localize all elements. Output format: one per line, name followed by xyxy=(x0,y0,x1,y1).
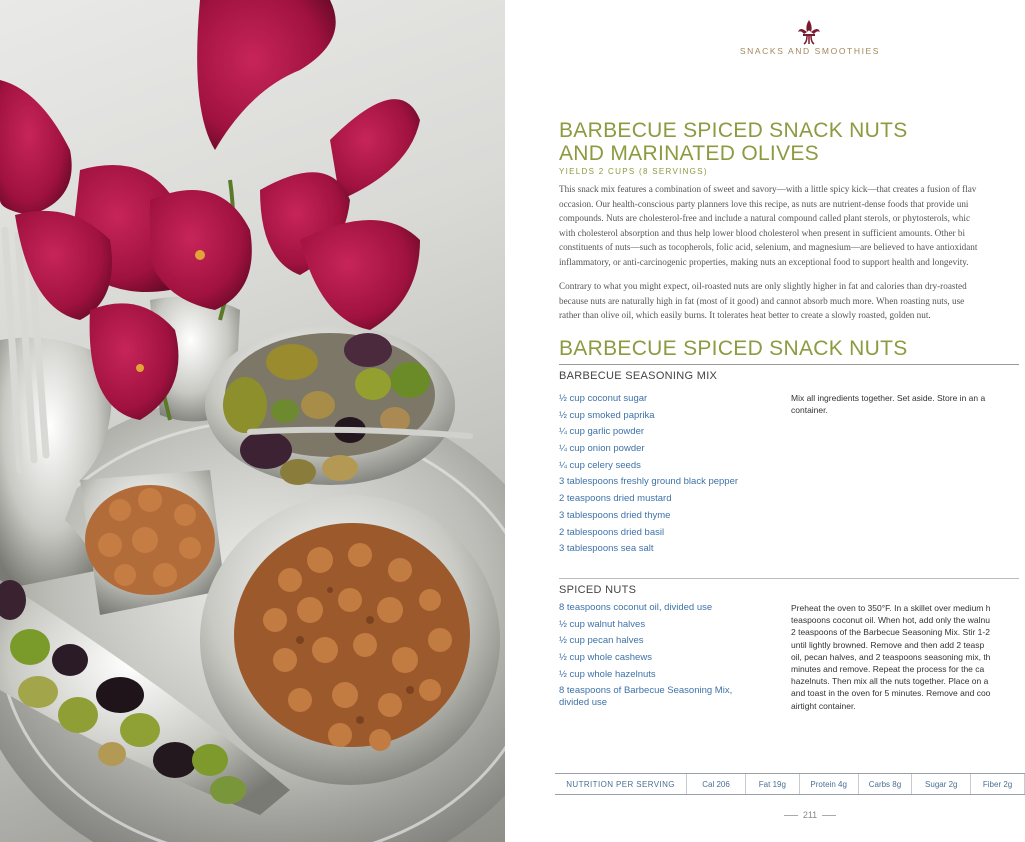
ingredient-item: 3 tablespoons sea salt xyxy=(559,543,654,555)
nutrition-label: NUTRITION PER SERVING xyxy=(555,774,687,794)
seasoning-method xyxy=(791,392,1021,416)
nutrition-sugar: Sugar 2g xyxy=(912,774,971,794)
intro-paragraph-2 xyxy=(559,279,1019,323)
nutrition-fat: Fat 19g xyxy=(746,774,800,794)
ingredient-item: ¼ cup garlic powder xyxy=(559,426,645,438)
page-number: 211 xyxy=(775,810,845,820)
ingredient-item: ½ cup coconut sugar xyxy=(559,393,648,404)
divider xyxy=(559,364,1019,365)
intro-line: This snack mix features a combination of sweet and savory—with a little spicy kick—that creates a fusion of flav xyxy=(559,184,977,194)
ingredient-item: 3 tablespoons freshly ground black pepper xyxy=(559,476,739,488)
nutrition-bar xyxy=(555,773,1025,795)
intro-line: inflammatory, or anti-carcinogenic properties, making nuts an exceptional food to support health and longevity. xyxy=(559,256,969,267)
intro-line: rather than olive oil, which easily burns. It tolerates heat better to create a slowly roasted, golden nut. xyxy=(559,310,931,320)
ingredient-item: 8 teaspoons coconut oil, divided use xyxy=(559,602,713,613)
nutrition-fiber: Fiber 2g xyxy=(971,774,1025,794)
intro-line: compounds. Nuts are cholesterol-free and include a natural compound called plant sterols, or phytosterols, whic xyxy=(559,213,971,223)
ingredient-item: 3 tablespoons dried thyme xyxy=(559,509,671,521)
ingredient-item: ½ cup whole cashews xyxy=(559,652,652,664)
method-line: minutes and remove. Repeat the process for the ca xyxy=(791,664,985,675)
recipe-page xyxy=(505,0,1013,842)
ingredient-item: ¼ cup onion powder xyxy=(559,443,645,455)
method-line: Preheat the oven to 350°F. In a skillet over medium h xyxy=(791,603,991,613)
spiced-nuts-heading: SPICED NUTS xyxy=(559,584,637,596)
ingredient-item: ½ cup smoked paprika xyxy=(559,409,655,421)
divider xyxy=(559,578,1019,579)
method-line: teaspoons coconut oil. When hot, add only the walnu xyxy=(791,615,990,626)
ingredient-item: ½ cup pecan halves xyxy=(559,635,644,647)
method-line: container. xyxy=(791,405,828,416)
method-line: oil, pecan halves, and 2 teaspoons seasoning mix, th xyxy=(791,651,991,662)
ingredient-item: 2 teaspoons dried mustard xyxy=(559,493,672,505)
intro-line: constituents of nuts—such as tocopherols, folic acid, selenium, and magnesium—are believed to have antioxidant xyxy=(559,242,978,252)
spiced-nuts-ingredient-list xyxy=(559,602,739,714)
ingredient-item: 8 teaspoons of Barbecue Seasoning Mix, divided use xyxy=(559,685,733,709)
recipe-title-line1: BARBECUE SPICED SNACK NUTS xyxy=(559,119,908,142)
ingredient-item: ¼ cup celery seeds xyxy=(559,459,641,471)
intro-paragraph-1 xyxy=(559,182,1019,269)
seasoning-mix-heading: BARBECUE SEASONING MIX xyxy=(559,370,718,382)
method-line: 2 teaspoons of the Barbecue Seasoning Mix. Stir 1-2 xyxy=(791,627,990,638)
intro-line: Contrary to what you might expect, oil-roasted nuts are only slightly higher in fat and calories than dry-roasted xyxy=(559,281,967,291)
method-line: until lightly browned. Remove and then add 2 teasp xyxy=(791,639,985,650)
recipe-yield: YIELDS 2 CUPS (8 SERVINGS) xyxy=(559,167,708,176)
nutrition-carbs: Carbs 8g xyxy=(859,774,913,794)
spiced-nuts-method xyxy=(791,602,1021,712)
fleur-de-lis-icon xyxy=(795,18,823,46)
ingredient-item: ½ cup whole hazelnuts xyxy=(559,668,656,680)
recipe-title xyxy=(559,119,989,165)
section-header: SNACKS AND SMOOTHIES xyxy=(739,46,881,56)
nutrition-calories: Cal 206 xyxy=(687,774,746,794)
intro-line: because nuts are naturally high in fat (most of it good) and cannot absorb much more. When roasting nuts, use xyxy=(559,295,965,306)
method-line: hazelnuts. Then mix all the nuts together. Place on a xyxy=(791,676,989,687)
intro-line: with cholesterol absorption and thus help lower blood cholesterol when present in sufficient amounts. Other bi xyxy=(559,227,966,238)
method-line: and toast in the oven for 5 minutes. Remove and coo xyxy=(791,688,991,699)
seasoning-ingredient-list xyxy=(559,393,739,560)
nutrition-protein: Protein 4g xyxy=(800,774,859,794)
ingredient-item: 2 tablespoons dried basil xyxy=(559,526,665,538)
sub-recipe-title: BARBECUE SPICED SNACK NUTS xyxy=(559,337,908,360)
recipe-title-line2: AND MARINATED OLIVES xyxy=(559,142,819,165)
method-line: Mix all ingredients together. Set aside. Store in an a xyxy=(791,393,986,403)
ingredient-item: ½ cup walnut halves xyxy=(559,618,646,630)
method-line: airtight container. xyxy=(791,700,856,711)
food-photo xyxy=(0,0,505,842)
intro-line: occasion. Our health-conscious party planners love this recipe, as nuts are nutrient-dense foods that provide uni xyxy=(559,198,969,209)
